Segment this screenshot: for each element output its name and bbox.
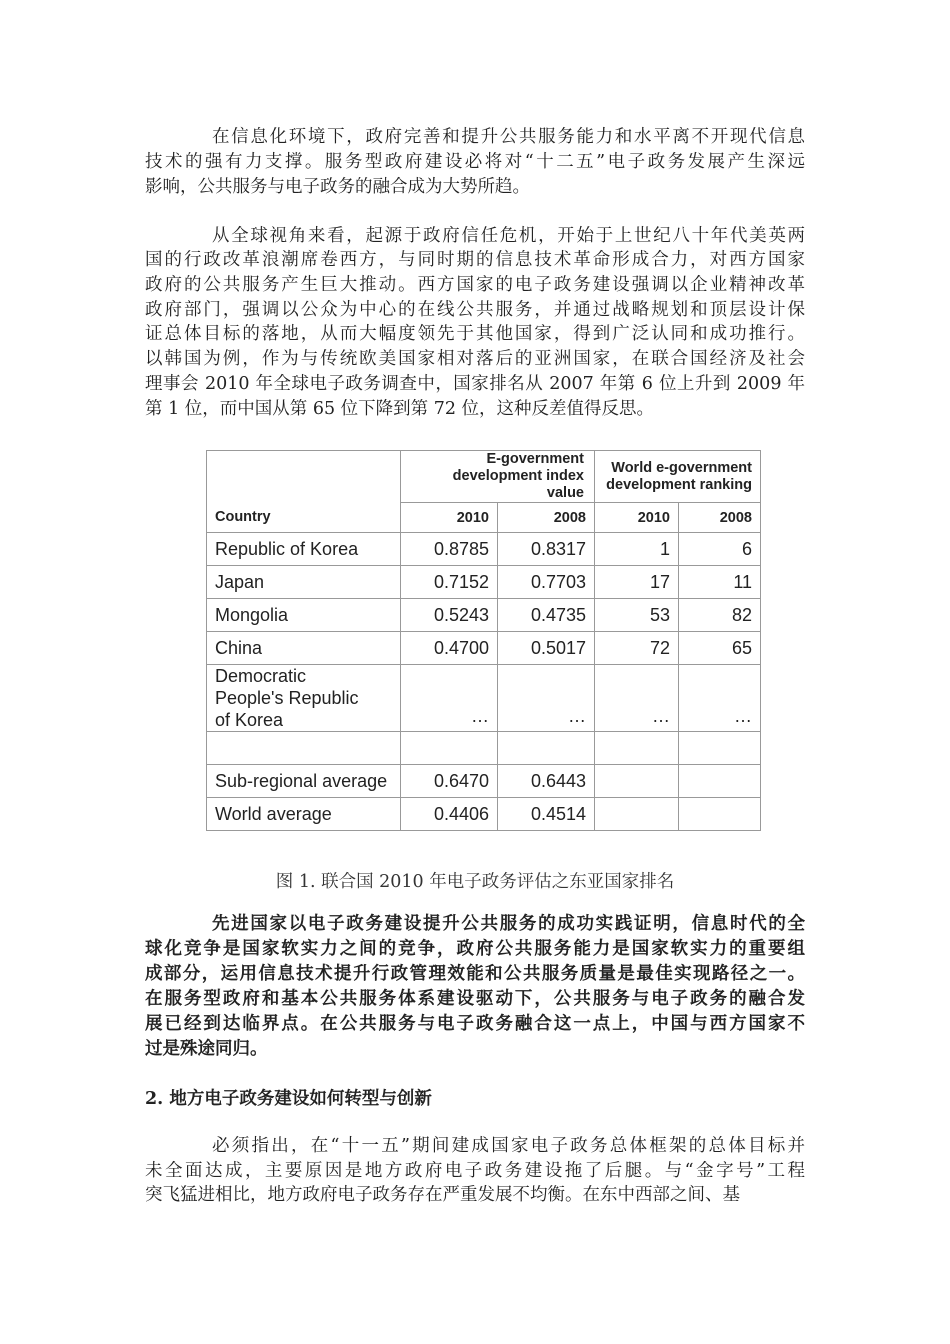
header-country: Country: [207, 451, 401, 533]
value-cell: 0.4700: [401, 632, 498, 665]
value-cell: [595, 765, 679, 798]
value-cell: …: [401, 665, 498, 732]
figure-caption: 图 1. 联合国 2010 年电子政务评估之东亚国家排名: [275, 872, 675, 892]
header-ranking: World e-government development ranking: [595, 451, 761, 503]
table-header-row: [207, 451, 761, 503]
text-line: 证总体目标的落地，从而大幅度领先于其他国家，得到广泛认同和成功推行。: [145, 324, 805, 344]
text-line: 在服务型政府和基本公共服务体系建设驱动下，公共服务与电子政务的融合发: [145, 989, 805, 1009]
text-line: 政府部门，强调以公众为中心的在线公共服务，并通过战略规划和顶层设计保: [145, 300, 805, 320]
country-cell: China: [207, 632, 401, 665]
table-row: [207, 566, 761, 599]
text-line: 球化竞争是国家软实力之间的竞争，政府公共服务能力是国家软实力的重要组: [145, 939, 805, 959]
value-cell: 0.7152: [401, 566, 498, 599]
header-index: E-government development index value: [401, 451, 595, 503]
empty-row: [207, 732, 761, 765]
value-cell: 0.5243: [401, 599, 498, 632]
table-row: [207, 798, 761, 831]
country-cell: Japan: [207, 566, 401, 599]
text-line: 先进国家以电子政务建设提升公共服务的成功实践证明，信息时代的全: [212, 914, 805, 934]
value-cell: [595, 798, 679, 831]
value-cell: 11: [679, 566, 761, 599]
text-line: 突飞猛进相比，地方政府电子政务存在严重发展不均衡。在东中西部之间、基: [145, 1185, 740, 1205]
value-cell: 0.6470: [401, 765, 498, 798]
table-row: [207, 533, 761, 566]
value-cell: 0.8785: [401, 533, 498, 566]
text-line: 未全面达成，主要原因是地方政府电子政务建设拖了后腿。与“金字号”工程: [145, 1161, 805, 1181]
value-cell: 0.5017: [498, 632, 595, 665]
text-line: 政府的公共服务产生巨大推动。西方国家的电子政务建设强调以企业精神改革: [145, 275, 805, 295]
text-line: 理事会 2010 年全球电子政务调查中，国家排名从 2007 年第 6 位上升到 2009 年: [145, 374, 805, 394]
country-cell: Sub-regional average: [207, 765, 401, 798]
text-line: 影响，公共服务与电子政务的融合成为大势所趋。: [145, 177, 530, 197]
value-cell: 0.4735: [498, 599, 595, 632]
table-row: [207, 665, 761, 732]
year-header: 2008: [679, 503, 761, 533]
value-cell: 0.8317: [498, 533, 595, 566]
section-heading: 2. 地方电子政务建设如何转型与创新: [145, 1089, 432, 1109]
table-row: [207, 599, 761, 632]
country-cell: Democratic People's Republic of Korea: [207, 665, 401, 732]
value-cell: 0.4406: [401, 798, 498, 831]
text-line: 过是殊途同归。: [145, 1039, 268, 1059]
value-cell: 0.6443: [498, 765, 595, 798]
value-cell: 0.7703: [498, 566, 595, 599]
value-cell: 6: [679, 533, 761, 566]
value-cell: 72: [595, 632, 679, 665]
text-line: 以韩国为例，作为与传统欧美国家相对落后的亚洲国家，在联合国经济及社会: [145, 349, 805, 369]
value-cell: 65: [679, 632, 761, 665]
text-line: 必须指出，在“十一五”期间建成国家电子政务总体框架的总体目标并: [212, 1136, 805, 1156]
text-line: 展已经到达临界点。在公共服务与电子政务融合这一点上，中国与西方国家不: [145, 1014, 805, 1034]
country-cell: Republic of Korea: [207, 533, 401, 566]
text-line: 国的行政改革浪潮席卷西方，与同时期的信息技术革命形成合力，对西方国家: [145, 250, 805, 270]
value-cell: 0.4514: [498, 798, 595, 831]
table-row: [207, 632, 761, 665]
value-cell: 82: [679, 599, 761, 632]
year-header: 2010: [401, 503, 498, 533]
value-cell: 1: [595, 533, 679, 566]
text-line: 从全球视角来看，起源于政府信任危机，开始于上世纪八十年代美英两: [212, 226, 805, 246]
egov-ranking-table: [206, 450, 761, 831]
year-header: 2010: [595, 503, 679, 533]
value-cell: …: [498, 665, 595, 732]
text-line: 技术的强有力支撑。服务型政府建设必将对“十二五”电子政务发展产生深远: [145, 152, 805, 172]
table-row: [207, 765, 761, 798]
value-cell: 53: [595, 599, 679, 632]
value-cell: [679, 765, 761, 798]
value-cell: …: [679, 665, 761, 732]
value-cell: 17: [595, 566, 679, 599]
country-cell: Mongolia: [207, 599, 401, 632]
value-cell: [679, 798, 761, 831]
text-line: 第 1 位，而中国从第 65 位下降到第 72 位，这种反差值得反思。: [145, 399, 655, 419]
text-line: 在信息化环境下，政府完善和提升公共服务能力和水平离不开现代信息: [212, 127, 805, 147]
value-cell: …: [595, 665, 679, 732]
year-header: 2008: [498, 503, 595, 533]
country-cell: World average: [207, 798, 401, 831]
text-line: 成部分，运用信息技术提升行政管理效能和公共服务质量是最佳实现路径之一。: [145, 964, 805, 984]
